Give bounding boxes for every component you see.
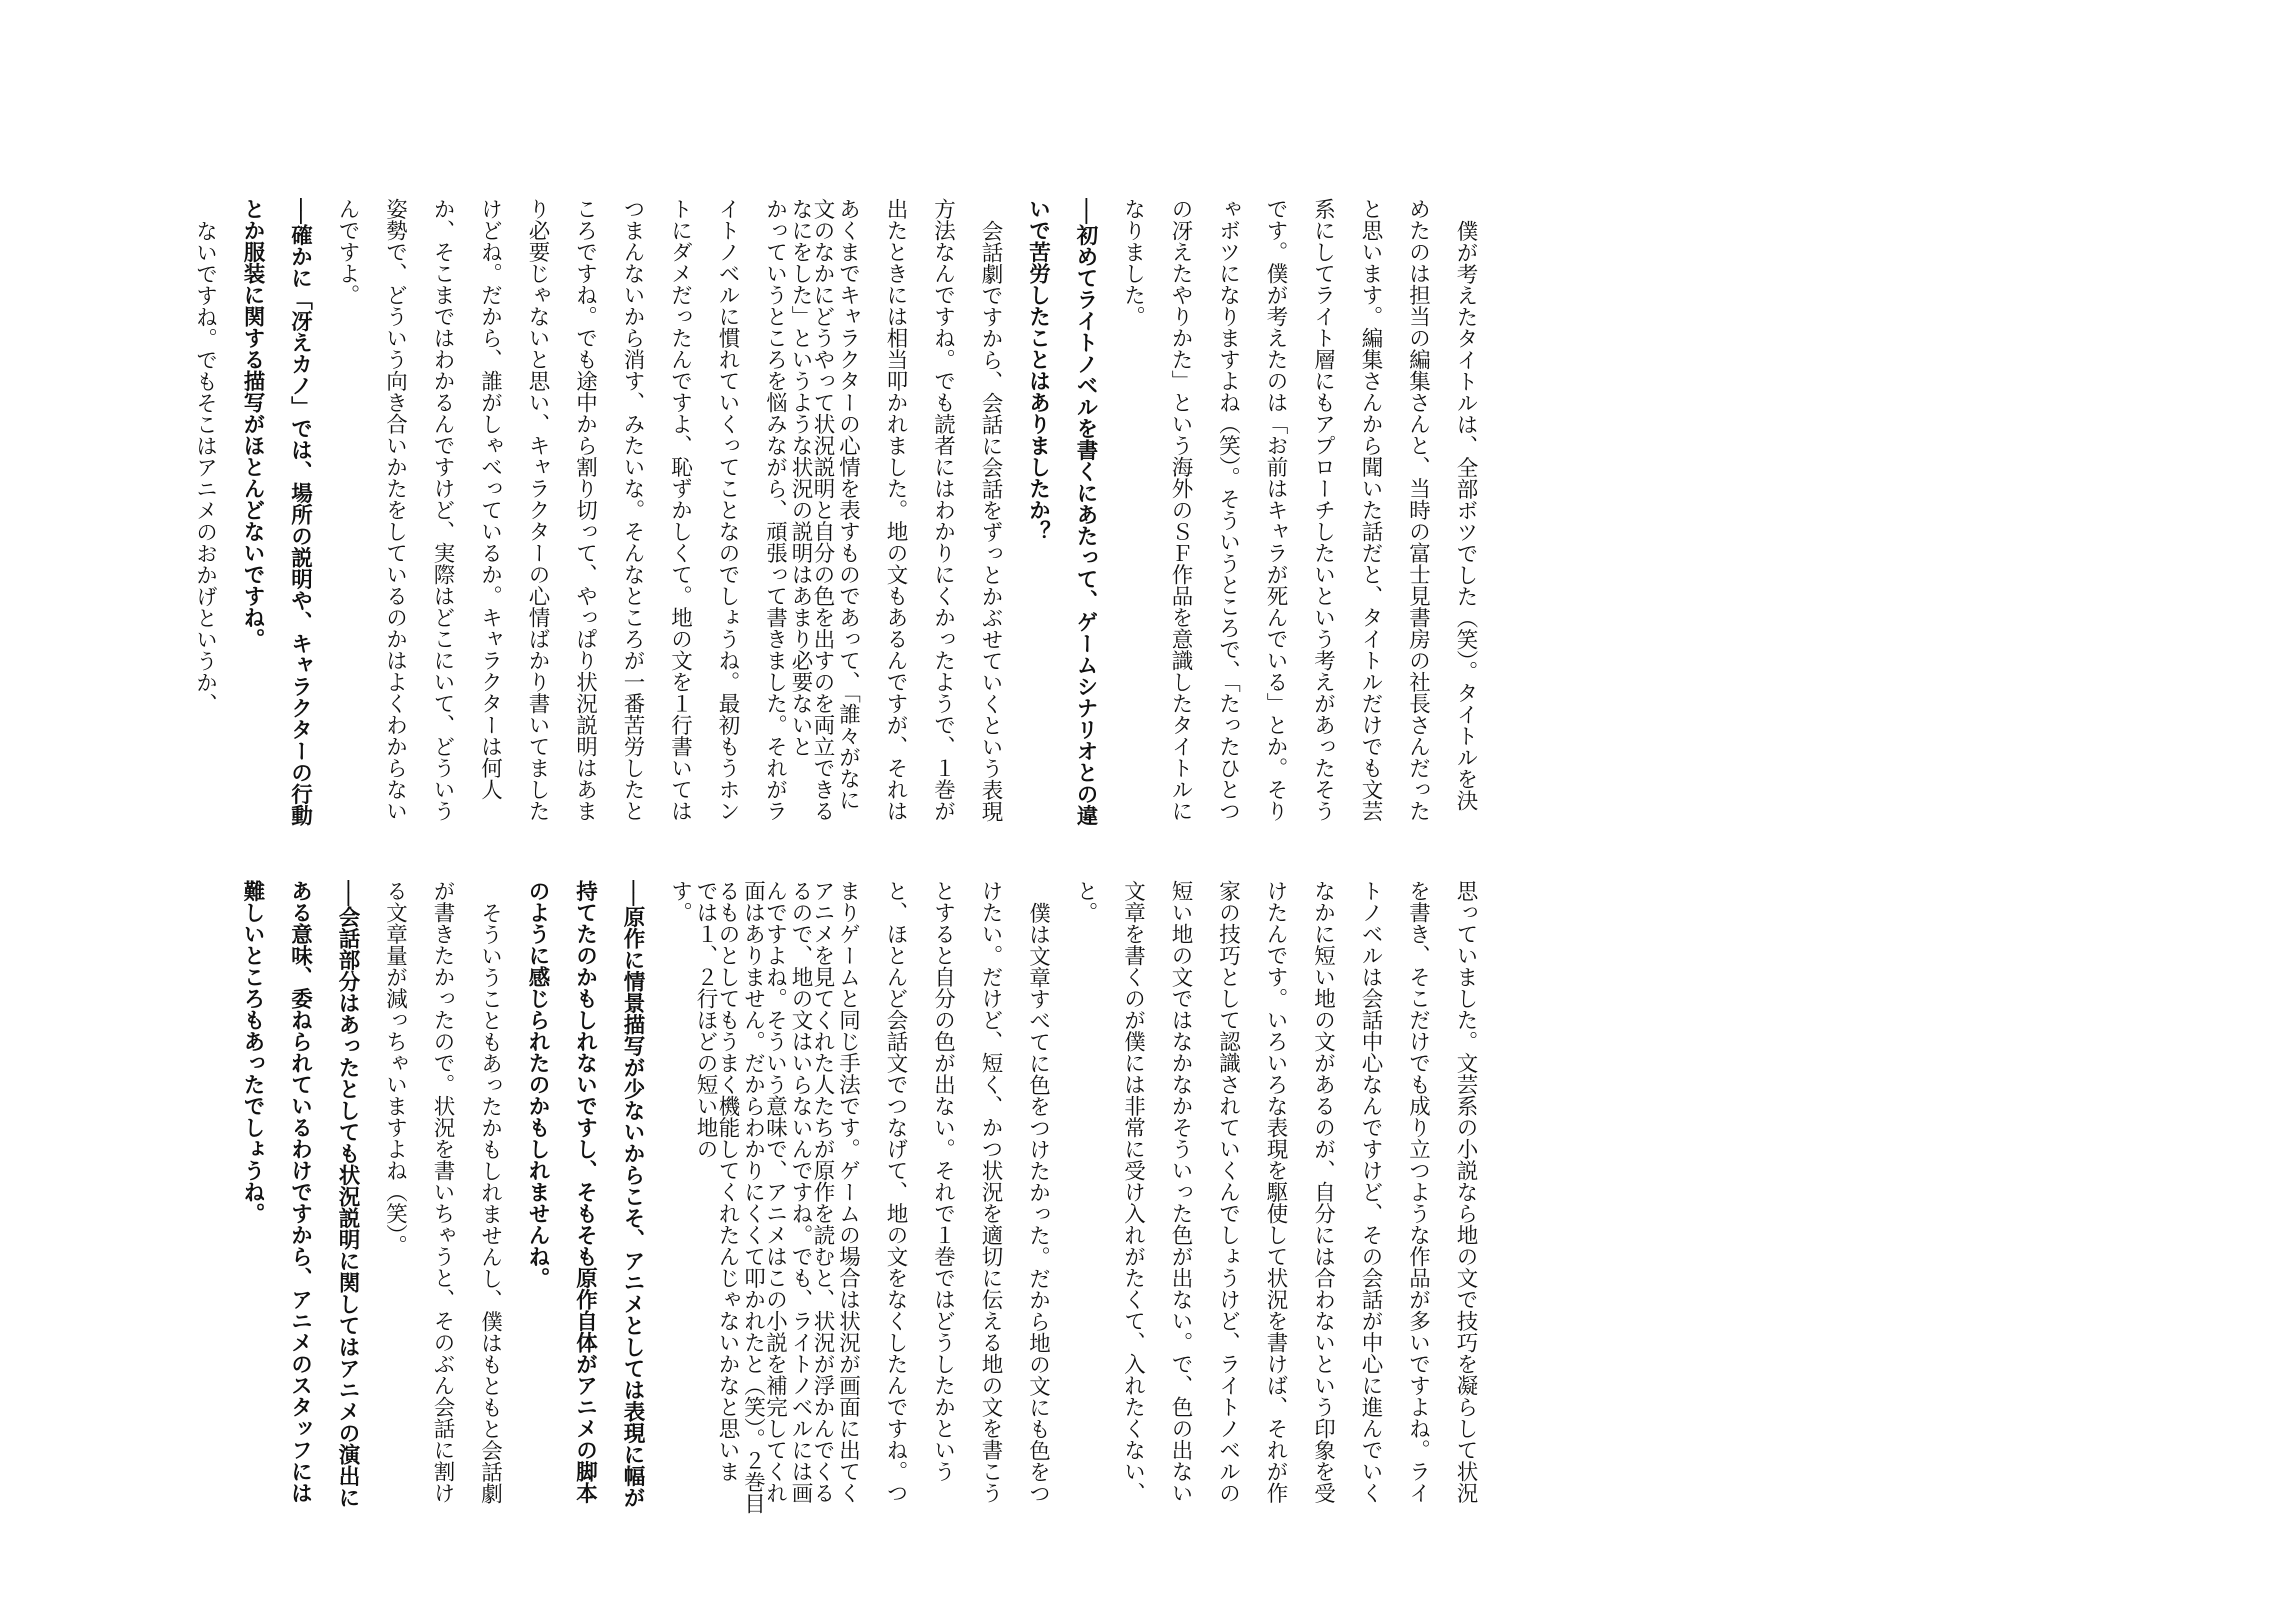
paragraph: アニメを見てくれた人たちが原作を読むと、状況が浮かんでくるんですよね。そういう意味で、アニメはこの小説を補完してくれるものとしてもうまく機能してくれたんじゃないかなと思います。 xyxy=(667,880,835,1504)
paragraph: 僕は文章すべてに色をつけたかった。だから地の文にも色をつけたい。だけど、短く、かつ状況を適切に伝える地の文を書こうとすると自分の色が出ない。それで１巻ではどうしたかというと、ほとんど会話文でつなげて、地の文をなくしたんですね。つまりゲームと同じ手法です。ゲームの場合は状況が画面に出てくるので、地の文はいらないんですね。でも、ライトノベルには画面はありません。だからわかりにくくて叩かれたと（笑）。２巻目では１、２行ほどの短い地の xyxy=(693,880,1051,1515)
paragraph: ないですね。でもそこはアニメのおかげというか、 xyxy=(192,219,218,714)
paragraph: 会話劇ですから、会話に会話をずっとかぶせていくという表現方法なんですね。でも読者にはわかりにくかったようで、１巻が出たときには相当叩かれました。地の文もあるんですが、それはあくまでキャラクターの心情を表すものであって、「誰々がなになにをした」というような状況の説明はあまり必要ないと xyxy=(788,198,1003,822)
interview-question: ──原作に情景描写が少ないからこそ、アニメとしては表現に幅が持てたのかもしれないですし、そもそも原作自体がアニメの脚本のように感じられたのかもしれませんね。 xyxy=(525,880,645,1508)
interview-question: ──確かに「冴えカノ」では、場所の説明や、キャラクターの行動とか服装に関する描写がほとんどないですね。 xyxy=(240,198,313,826)
paragraph: 思っていました。文芸系の小説なら地の文で技巧を凝らして状況を書き、そこだけでも成り立つような作品が多いですよね。ライトノベルは会話中心なんですけど、その会話が中心に進んでいくなかに短い地の文があるのが、自分には合わないという印象を受けたんです。いろいろな表現を駆使して状況を書けば、それが作家の技巧として認識されていくんでしょうけど、ライトノベルの短い地の文ではなかなかそういった色が出ない。で、色の出ない文章を書くのが僕には非常に受け入れがたくて、入れたくない、と。 xyxy=(1073,880,1478,1504)
paragraph: 文のなかにどうやって状況説明と自分の色を出すのを両立できるかっていうところを悩みながら、頑張って書きました。それがライトノベルに慣れていくってことなのでしょうね。最初もうホントにダメだったんですよ、恥ずかしくて。地の文を１行書いてはつまんないから消す、みたいな。そんなところが一番苦労したところですね。でも途中から割り切って、やっぱり状況説明はあまり必要じゃないと思い、キャラクターの心情ばかり書いてましたけどね。だから、誰がしゃべっているか。キャラクターは何人か、そこまではわかるんですけど、実際はどこにいて、どういう姿勢で、どういう向き合いかたをしているのかはよくわからないんですよ。 xyxy=(335,198,835,822)
paragraph: そういうこともあったかもしれませんし、僕はもともと会話劇が書きたかったので。状況を書いちゃうと、そのぶん会話に割ける文章量が減っちゃいますよね（笑）。 xyxy=(382,880,503,1504)
left-page-lower-column xyxy=(116,880,846,1516)
left-page-upper-column xyxy=(116,198,846,828)
paragraph: 僕が考えたタイトルは、全部ボツでした（笑）。タイトルを決めたのは担当の編集さんと、当時の富士見書房の社長さんだったと思います。編集さんから聞いた話だと、タイトルだけでも文芸系にしてライト層にもアプローチしたいという考えがあったそうです。僕が考えたのは「お前はキャラが死んでいる」とか。そりゃボツになりますよね（笑）。そういうところで、「たったひとつの冴えたやりかた」という海外のＳＦ作品を意識したタイトルになりました。 xyxy=(1120,198,1478,822)
interview-question: ──初めてライトノベルを書くにあたって、ゲームシナリオとの違いで苦労したことはありましたか？ xyxy=(1025,198,1098,826)
interview-question: ──会話部分はあったとしても状況説明に関してはアニメの演出にある意味、委ねられているわけですから、アニメのスタッフには難しいところもあったでしょうね。 xyxy=(240,880,360,1508)
